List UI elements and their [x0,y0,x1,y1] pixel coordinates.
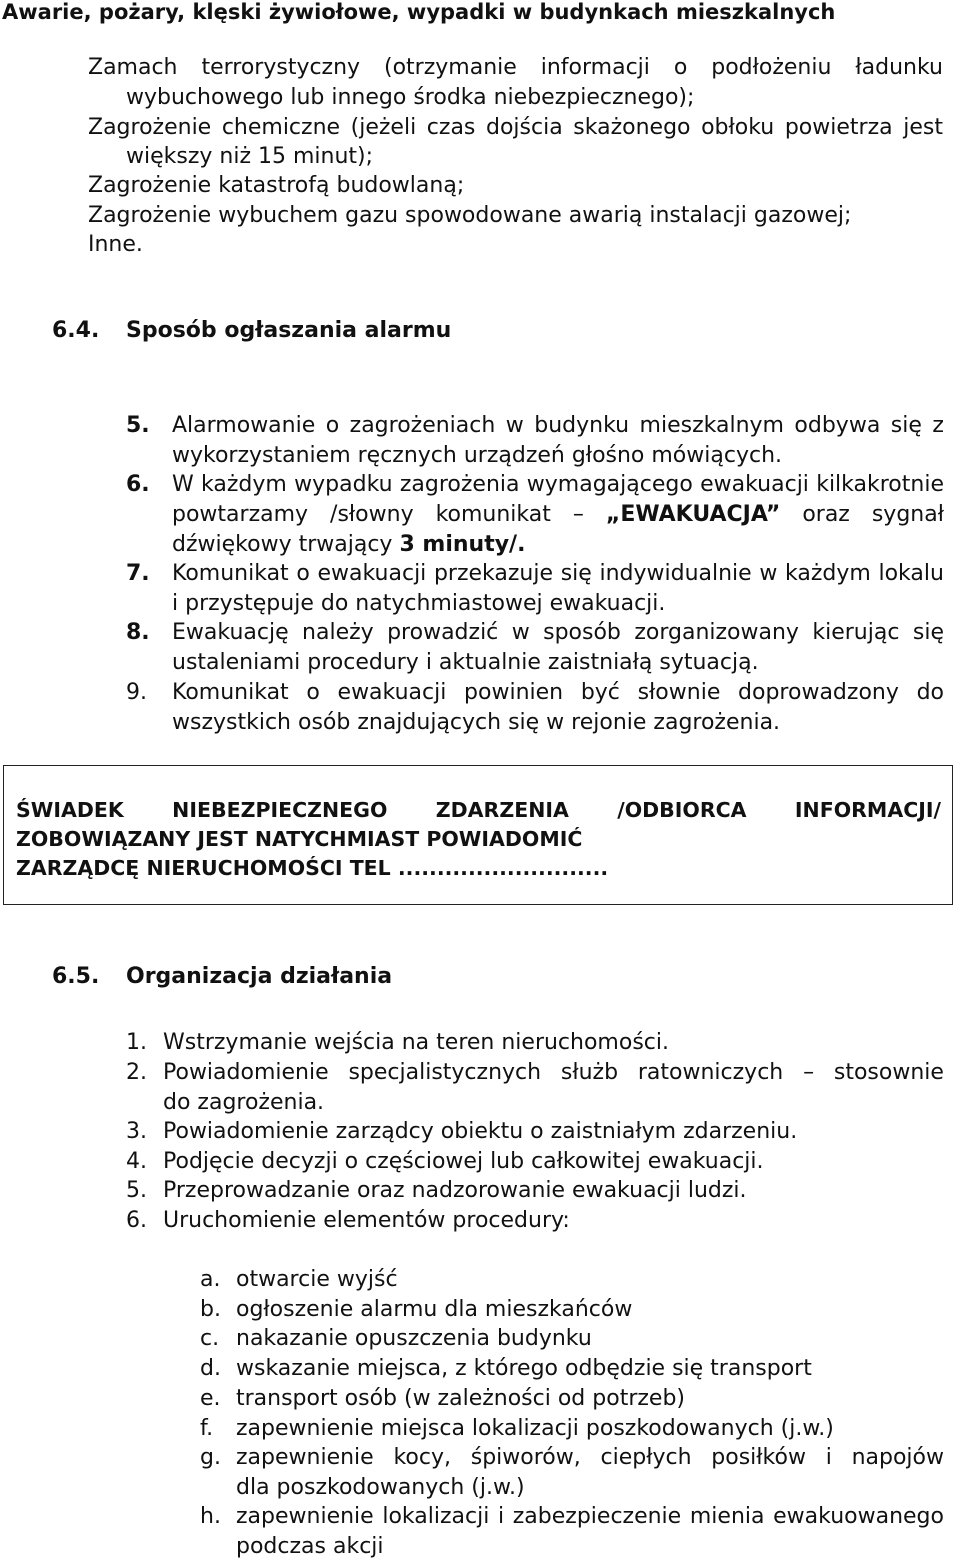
intro-line [88,55,943,80]
sub-text: wskazanie miejsca, z którego odbędzie się transport [236,1356,812,1381]
word: powinien [464,680,564,705]
list-number: 4. [126,1149,147,1174]
word: NIEBEZPIECZNEGO [172,798,388,822]
word: służb [560,1060,619,1085]
word: obłoku [701,115,775,140]
intro-line: Inne. [88,232,143,257]
sub-text: nakazanie opuszczenia budynku [236,1326,592,1351]
word: – [803,1060,815,1085]
sub-text: dla poszkodowanych (j.w.) [236,1475,525,1500]
item-number: 9. [126,680,147,705]
item-number: 8. [126,620,150,645]
list-number: 3. [126,1119,147,1144]
word: się [912,620,944,645]
page-header: Awarie, pożary, klęski żywiołowe, wypadki w budynkach mieszkalnych [2,0,836,24]
word: ładunku [855,55,943,80]
word: zapewnienie [236,1504,374,1529]
word: i [497,1504,505,1529]
item-line [172,561,944,586]
word: /ODBIORCA [617,798,747,822]
notice-box [3,765,953,905]
word: Alarmowanie [172,413,316,438]
word: zorganizowany [634,620,799,645]
item-line: i przystępuje do natychmiastowej ewakuacji. [172,591,666,616]
section-number: 6.5. [52,964,100,989]
item-number: 7. [126,561,150,586]
list-text: Przeprowadzanie oraz nadzorowanie ewakuacji ludzi. [163,1178,747,1203]
intro-line: większy niż 15 minut); [126,144,374,169]
word: zabezpieczenie [512,1504,682,1529]
sub-letter: e. [200,1386,221,1411]
word: się [560,561,592,586]
word: mieszkalnym [639,413,784,438]
item-number: 6. [126,472,150,497]
sub-letter: c. [200,1326,220,1351]
item-line: ustaleniami procedury i aktualnie zaistniałą sytuacją. [172,650,759,675]
item-line [172,413,944,438]
section-title: Sposób ogłaszania alarmu [126,318,452,343]
word: Powiadomienie [163,1060,329,1085]
word: wypadku [294,472,393,497]
word: zapewnienie [236,1445,374,1470]
word: Komunikat [172,561,289,586]
word: specjalistycznych [348,1060,542,1085]
sub-letter: a. [200,1267,221,1292]
word: do [916,680,944,705]
intro-line: Zagrożenie katastrofą budowlaną; [88,173,465,198]
list-line [163,1060,944,1085]
word: doprowadzony [738,680,899,705]
word: śpiworów, [470,1445,581,1470]
word: sposób [543,620,621,645]
word: ratowniczych [637,1060,784,1085]
word: o [325,413,340,438]
notice-line-3: ZARZĄDCĘ NIERUCHOMOŚCI TEL ........................... [16,856,609,880]
list-number: 2. [126,1060,147,1085]
word: zagrożenia [399,472,520,497]
word: informacji [540,55,650,80]
sub-text: podczas akcji [236,1534,384,1559]
item-line [172,532,525,557]
list-text: Uruchomienie elementów procedury: [163,1208,570,1233]
word: W [172,472,194,497]
sub-text: ogłoszenie alarmu dla mieszkańców [236,1297,633,1322]
word: jest [903,115,943,140]
word: w [511,620,530,645]
word: i [825,1445,832,1470]
word: o [296,561,310,586]
word: w [505,413,524,438]
sub-letter: h. [200,1504,221,1529]
intro-line [88,115,943,140]
list-text: Podjęcie decyzji o częściowej lub całkowitej ewakuacji. [163,1149,764,1174]
word: /słowny [330,502,414,527]
item-line: wykorzystaniem ręcznych urządzeń głośno mówiących. [172,443,783,468]
word: o [306,680,320,705]
notice-line-1 [16,798,941,822]
word: się [890,413,922,438]
word: oraz [802,502,850,527]
list-text: Powiadomienie zarządcy obiektu o zaistniałym zdarzeniu. [163,1119,798,1144]
word: każdym [201,472,287,497]
word: dojścia [485,115,563,140]
item-text-bold: 3 minuty/. [399,532,526,557]
word: lokalizacji [382,1504,490,1529]
word: Zamach [88,55,178,80]
word: lokalu [878,561,944,586]
word: przekazuje [433,561,554,586]
intro-line: wybuchowego lub innego środka niebezpiecznego); [126,85,695,110]
word: indywidualnie [599,561,752,586]
sub-letter: f. [200,1416,214,1441]
section-number: 6.4. [52,318,100,343]
word: ZDARZENIA [435,798,569,822]
sub-letter: d. [200,1356,221,1381]
word: sygnał [871,502,944,527]
word: ciepłych [600,1445,692,1470]
word: Komunikat [172,680,289,705]
word: budynku [534,413,630,438]
word: kocy, [393,1445,451,1470]
word: mienia [689,1504,765,1529]
word: napojów [851,1445,944,1470]
word: o [673,55,688,80]
word: INFORMACJI/ [794,798,941,822]
word: kierując [812,620,900,645]
word: odbywa [794,413,881,438]
sub-letter: g. [200,1445,221,1470]
word: komunikat [435,502,551,527]
word: ewakuowanego [773,1504,944,1529]
word: ewakuacji [700,472,809,497]
word: Zagrożenie [88,115,212,140]
list-number: 6. [126,1208,147,1233]
list-text: Wstrzymanie wejścia na teren nieruchomości. [163,1030,669,1055]
sub-text: transport osób (w zależności od potrzeb) [236,1386,685,1411]
sub-line [236,1504,944,1529]
word: „EWAKUACJA” [605,502,781,527]
word: chemiczne [221,115,341,140]
word: zagrożeniach [349,413,496,438]
word: ewakuacji [337,680,447,705]
item-line [172,472,944,497]
intro-line: Zagrożenie wybuchem gazu spowodowane awarią instalacji gazowej; [88,203,852,228]
item-text: dźwiękowy trwający [172,532,400,557]
item-line [172,680,944,705]
word: skażonego [573,115,691,140]
word: ewakuacji [317,561,427,586]
word: posiłków [711,1445,806,1470]
word: ŚWIADEK [16,798,124,822]
item-line [172,502,944,527]
section-title: Organizacja działania [126,964,393,989]
word: z [932,413,944,438]
word: czas [426,115,476,140]
list-text: do zagrożenia. [163,1090,325,1115]
word: prowadzić [387,620,499,645]
word: każdym [785,561,871,586]
list-number: 1. [126,1030,147,1055]
word: wymagającego [526,472,693,497]
word: (otrzymanie [384,55,517,80]
item-line [172,620,944,645]
sub-text: otwarcie wyjść [236,1267,398,1292]
item-line: wszystkich osób znajdujących się w rejonie zagrożenia. [172,710,781,735]
word: powtarzamy [172,502,309,527]
word: Ewakuację [172,620,289,645]
word: słownie [637,680,721,705]
word: stosownie [833,1060,944,1085]
word: (jeżeli [350,115,417,140]
word: podłożeniu [711,55,832,80]
sub-text: zapewnienie miejsca lokalizacji poszkodowanych (j.w.) [236,1416,834,1441]
word: kilkakrotnie [816,472,944,497]
word: należy [302,620,374,645]
sub-letter: b. [200,1297,221,1322]
word: w [759,561,778,586]
item-number: 5. [126,413,150,438]
word: powietrza [784,115,893,140]
list-number: 5. [126,1178,147,1203]
sub-line [236,1445,944,1470]
word: terrorystyczny [201,55,361,80]
word: – [572,502,584,527]
word: być [580,680,620,705]
notice-line-2: ZOBOWIĄZANY JEST NATYCHMIAST POWIADOMIĆ [16,827,583,851]
